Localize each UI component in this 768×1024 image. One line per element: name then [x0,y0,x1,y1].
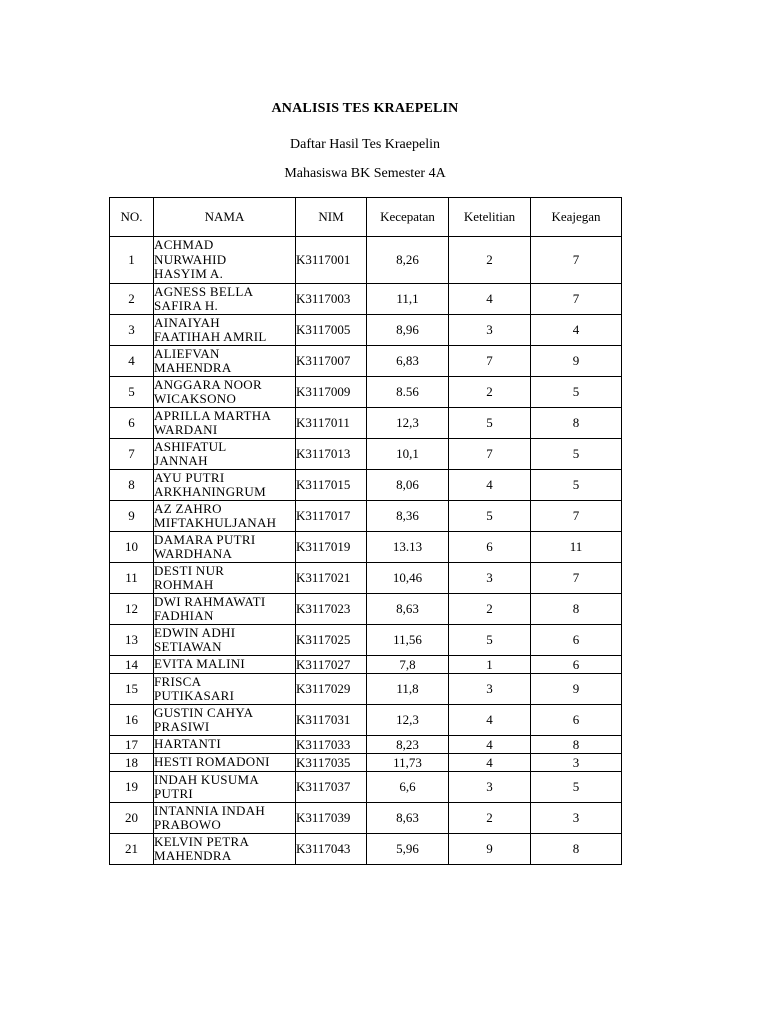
cell-kecepatan: 11,56 [367,625,449,656]
cell-keajegan: 3 [531,803,622,834]
cell-keajegan: 5 [531,439,622,470]
cell-kecepatan: 10,46 [367,563,449,594]
cell-keajegan: 11 [531,532,622,563]
cell-nim: K3117031 [296,705,367,736]
cell-ketelitian: 4 [449,705,531,736]
cell-nama [154,656,296,674]
cell-keajegan: 9 [531,346,622,377]
name-line: INDAH KUSUMA [154,771,260,787]
table-row [110,470,622,501]
cell-nim: K3117037 [296,772,367,803]
name-line: WARDHANA [154,546,233,561]
cell-nim: K3117007 [296,346,367,377]
cell-nama [154,594,296,625]
name-line: AGNESS BELLA [154,283,254,299]
name-line: ASHIFATUL [154,438,227,454]
cell-ketelitian: 7 [449,346,531,377]
table-row [110,237,622,284]
table-row [110,439,622,470]
header-kecepatan: Kecepatan [367,198,449,237]
cell-keajegan: 8 [531,834,622,865]
cell-no: 4 [110,346,154,377]
name-line: PUTRI [154,786,194,801]
name-line: FRISCA [154,673,202,689]
cell-ketelitian: 2 [449,377,531,408]
table-row [110,656,622,674]
cell-keajegan: 8 [531,408,622,439]
cell-nama [154,674,296,705]
cell-keajegan: 7 [531,501,622,532]
cell-keajegan: 6 [531,625,622,656]
cell-no: 19 [110,772,154,803]
table-row [110,594,622,625]
cell-keajegan: 7 [531,237,622,284]
table-header-row [110,198,622,237]
header-nama: NAMA [154,198,296,237]
name-line: PRABOWO [154,817,222,832]
name-line: PUTIKASARI [154,688,235,703]
name-line: EDWIN ADHI [154,624,236,640]
cell-kecepatan: 7,8 [367,656,449,674]
cell-nim: K3117003 [296,284,367,315]
table-row [110,563,622,594]
cell-ketelitian: 3 [449,772,531,803]
name-line: KELVIN PETRA [154,833,250,849]
cell-no: 7 [110,439,154,470]
cell-nama [154,772,296,803]
cell-kecepatan: 12,3 [367,705,449,736]
name-line: DESTI NUR [154,562,225,578]
cell-nim: K3117017 [296,501,367,532]
cell-ketelitian: 4 [449,470,531,501]
cell-no: 1 [110,237,154,284]
cell-ketelitian: 9 [449,834,531,865]
name-line: AZ ZAHRO [154,500,222,516]
cell-no: 5 [110,377,154,408]
cell-nim: K3117039 [296,803,367,834]
cell-ketelitian: 4 [449,736,531,754]
cell-keajegan: 4 [531,315,622,346]
cell-kecepatan: 8,96 [367,315,449,346]
cell-nama [154,315,296,346]
cell-ketelitian: 2 [449,237,531,284]
cell-no: 3 [110,315,154,346]
cell-ketelitian: 3 [449,674,531,705]
cell-no: 17 [110,736,154,754]
cell-no: 8 [110,470,154,501]
table-body [110,237,622,865]
cell-nim: K3117035 [296,754,367,772]
cell-no: 15 [110,674,154,705]
cell-no: 9 [110,501,154,532]
table-row [110,501,622,532]
cell-nim: K3117033 [296,736,367,754]
name-line: ANGGARA NOOR [154,376,262,392]
name-line: NURWAHID [154,251,227,267]
document-subtitle: Daftar Hasil Tes Kraepelin [290,137,440,152]
name-line: WARDANI [154,422,218,437]
cell-kecepatan: 8,63 [367,803,449,834]
cell-nama [154,736,296,754]
cell-ketelitian: 3 [449,315,531,346]
cell-nama [154,803,296,834]
cell-nim: K3117025 [296,625,367,656]
name-line: SAFIRA H. [154,298,219,313]
name-line: EVITA MALINI [154,656,246,672]
table-row [110,408,622,439]
document-subtitle-class: Mahasiswa BK Semester 4A [284,166,446,181]
cell-nim: K3117013 [296,439,367,470]
cell-kecepatan: 12,3 [367,408,449,439]
cell-nama [154,625,296,656]
cell-no: 18 [110,754,154,772]
cell-kecepatan: 8,26 [367,237,449,284]
table-row [110,834,622,865]
header-no: NO. [110,198,154,237]
cell-nim: K3117021 [296,563,367,594]
cell-nim: K3117027 [296,656,367,674]
cell-nama [154,501,296,532]
cell-no: 14 [110,656,154,674]
cell-keajegan: 3 [531,754,622,772]
name-line: AYU PUTRI [154,469,225,485]
name-line: FAATIHAH AMRIL [154,329,267,344]
cell-keajegan: 5 [531,377,622,408]
cell-ketelitian: 1 [449,656,531,674]
header-ketelitian: Ketelitian [449,198,531,237]
name-line: AINAIYAH [154,314,220,330]
table-row [110,532,622,563]
cell-keajegan: 8 [531,736,622,754]
table-row [110,772,622,803]
name-line: APRILLA MARTHA [154,407,272,423]
cell-no: 21 [110,834,154,865]
cell-ketelitian: 5 [449,408,531,439]
name-line: INTANNIA INDAH [154,802,266,818]
cell-keajegan: 5 [531,772,622,803]
cell-nama [154,346,296,377]
table-row [110,803,622,834]
table-row [110,315,622,346]
cell-nim: K3117019 [296,532,367,563]
cell-ketelitian: 7 [449,439,531,470]
name-line: MAHENDRA [154,848,232,863]
name-line: ACHMAD [154,237,214,253]
cell-ketelitian: 4 [449,754,531,772]
table-row [110,736,622,754]
cell-nama [154,237,296,284]
cell-kecepatan: 8,36 [367,501,449,532]
cell-ketelitian: 2 [449,594,531,625]
cell-kecepatan: 8,06 [367,470,449,501]
cell-nim: K3117001 [296,237,367,284]
cell-kecepatan: 11,8 [367,674,449,705]
name-line: ROHMAH [154,577,214,592]
name-line: ALIEFVAN [154,345,220,361]
name-line: MAHENDRA [154,360,232,375]
cell-kecepatan: 5,96 [367,834,449,865]
name-line: WICAKSONO [154,391,237,406]
cell-keajegan: 6 [531,656,622,674]
cell-nim: K3117029 [296,674,367,705]
cell-keajegan: 6 [531,705,622,736]
name-line: GUSTIN CAHYA [154,704,254,720]
name-line: JANNAH [154,453,208,468]
cell-keajegan: 9 [531,674,622,705]
cell-ketelitian: 2 [449,803,531,834]
cell-kecepatan: 10,1 [367,439,449,470]
cell-nim: K3117005 [296,315,367,346]
name-line: SETIAWAN [154,639,222,654]
cell-nama [154,470,296,501]
cell-ketelitian: 3 [449,563,531,594]
cell-no: 12 [110,594,154,625]
cell-no: 16 [110,705,154,736]
table-row [110,705,622,736]
cell-keajegan: 7 [531,284,622,315]
cell-kecepatan: 8,63 [367,594,449,625]
cell-kecepatan: 11,1 [367,284,449,315]
table-row [110,625,622,656]
header-keajegan: Keajegan [531,198,622,237]
cell-nim: K3117009 [296,377,367,408]
cell-ketelitian: 5 [449,501,531,532]
name-line: FADHIAN [154,608,214,623]
cell-keajegan: 5 [531,470,622,501]
name-line: ARKHANINGRUM [154,484,266,499]
cell-keajegan: 8 [531,594,622,625]
cell-nama [154,754,296,772]
cell-kecepatan: 6,6 [367,772,449,803]
cell-kecepatan: 11,73 [367,754,449,772]
header-nim: NIM [296,198,367,237]
cell-nama [154,834,296,865]
name-line: HESTI ROMADONI [154,754,270,770]
table-row [110,674,622,705]
cell-nama [154,377,296,408]
name-line: HARTANTI [154,736,222,752]
document-title: ANALISIS TES KRAEPELIN [271,101,459,116]
cell-no: 20 [110,803,154,834]
name-line: PRASIWI [154,719,210,734]
cell-no: 2 [110,284,154,315]
name-line: DAMARA PUTRI [154,531,256,547]
name-line: DWI RAHMAWATI [154,593,266,609]
cell-nim: K3117043 [296,834,367,865]
cell-no: 13 [110,625,154,656]
cell-kecepatan: 6,83 [367,346,449,377]
table-row [110,346,622,377]
cell-ketelitian: 6 [449,532,531,563]
cell-nama [154,408,296,439]
cell-no: 10 [110,532,154,563]
cell-nim: K3117023 [296,594,367,625]
cell-nama [154,284,296,315]
name-line: MIFTAKHULJANAH [154,515,277,530]
cell-kecepatan: 13.13 [367,532,449,563]
cell-nama [154,563,296,594]
name-line: HASYIM A. [154,266,224,282]
cell-ketelitian: 5 [449,625,531,656]
cell-kecepatan: 8,23 [367,736,449,754]
table-row [110,284,622,315]
cell-nama [154,439,296,470]
cell-ketelitian: 4 [449,284,531,315]
cell-nim: K3117015 [296,470,367,501]
cell-no: 11 [110,563,154,594]
table-row [110,377,622,408]
cell-nama [154,705,296,736]
cell-keajegan: 7 [531,563,622,594]
cell-nama [154,532,296,563]
cell-nim: K3117011 [296,408,367,439]
cell-kecepatan: 8.56 [367,377,449,408]
cell-no: 6 [110,408,154,439]
results-table [109,197,622,865]
table-row [110,754,622,772]
